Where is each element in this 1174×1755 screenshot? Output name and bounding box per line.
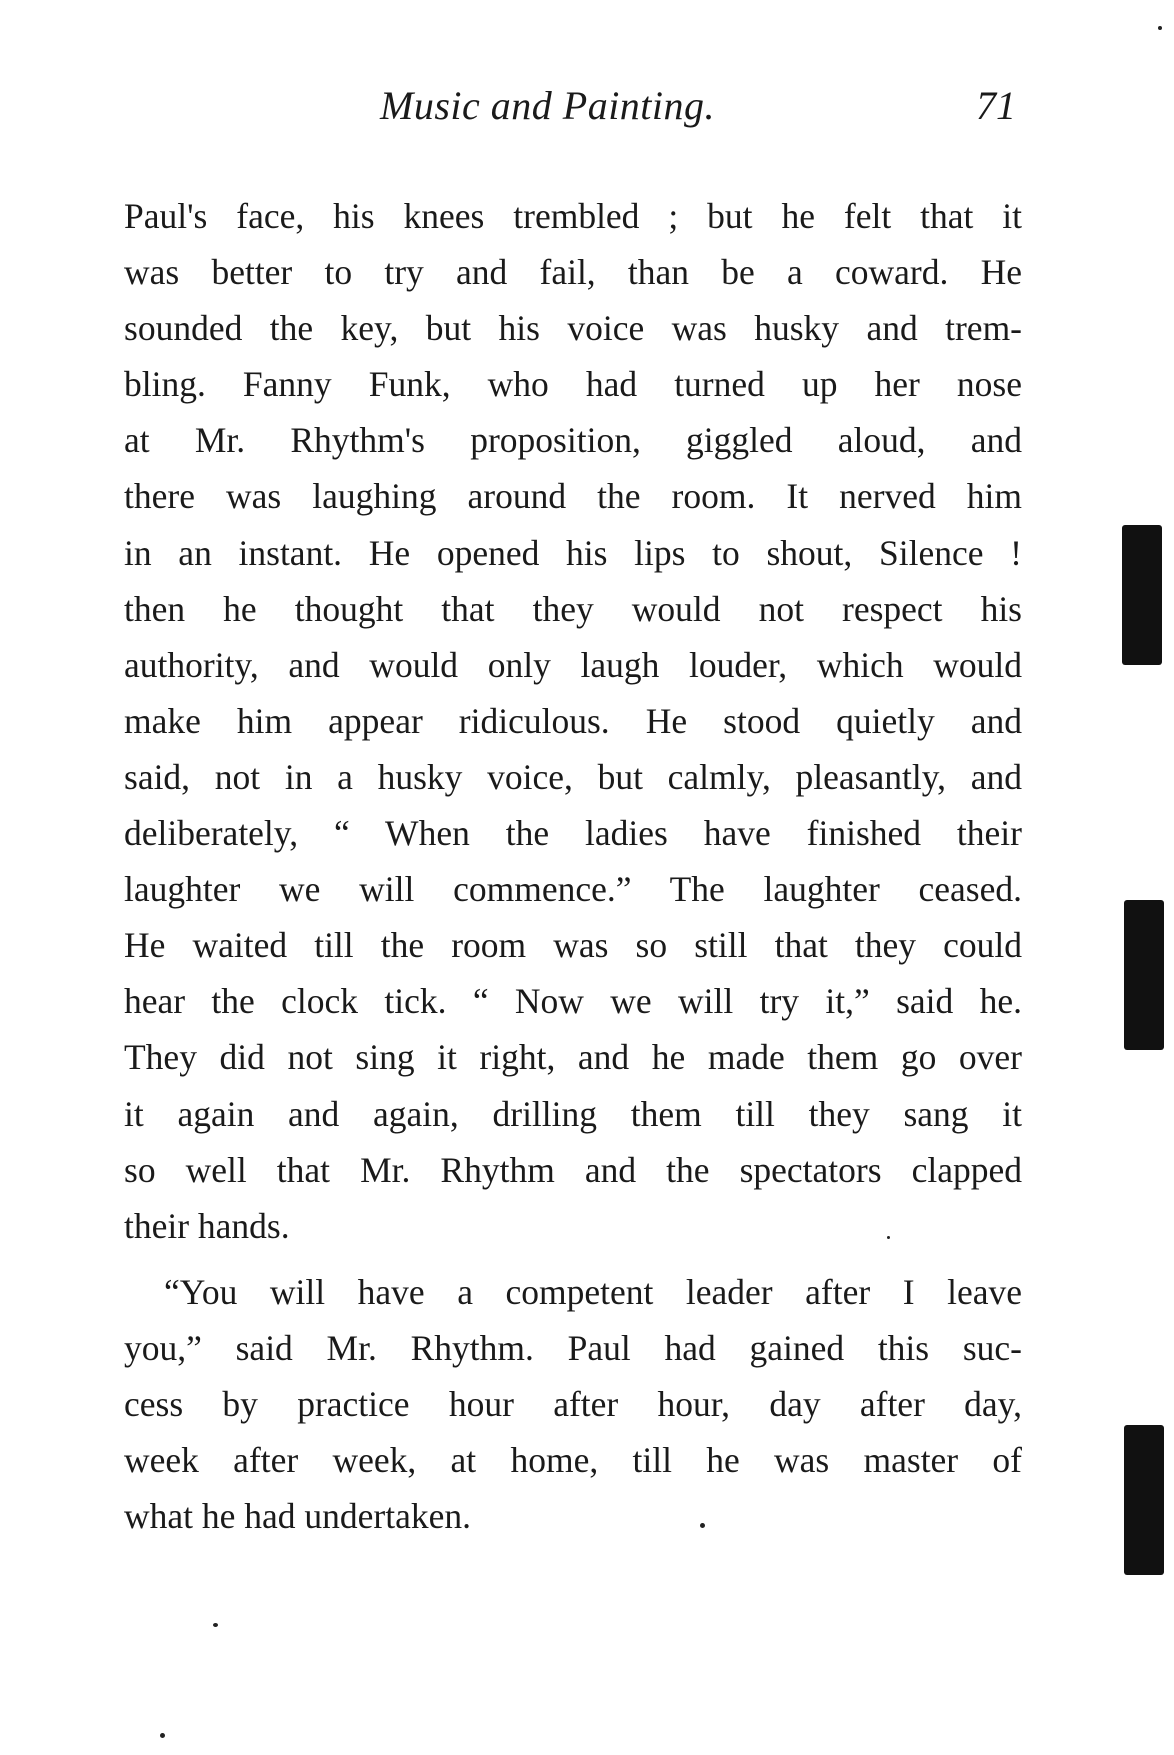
scan-speck [160,1733,165,1738]
text-line: said, not in a husky voice, but calmly, pleasantly, and [124,756,1022,797]
text-line: deliberately, “ When the ladies have finished their [124,813,1022,854]
scan-speck [1158,26,1162,30]
scan-edge-mark [1124,1425,1164,1575]
scan-speck [700,1523,705,1528]
text-line: their hands. [124,1205,290,1246]
running-title: Music and Painting. [380,83,716,128]
paragraph [124,1264,1022,1544]
text-line: sounded the key, but his voice was husky and trem- [124,308,1022,349]
running-head [0,82,1174,142]
text-line: laughter we will commence.” The laughter ceased. [124,869,1022,910]
text-line: week after week, at home, till he was master of [124,1440,1022,1481]
text-line: “You will have a competent leader after I leave [164,1271,1022,1312]
scan-edge-mark [1124,900,1164,1050]
paragraph [124,188,1022,1254]
scan-speck [213,1623,218,1627]
paragraph-gap [124,1254,1022,1264]
text-line: bling. Fanny Funk, who had turned up her nose [124,364,1022,405]
text-line: authority, and would only laugh louder, which would [124,644,1022,685]
scan-speck [887,1236,890,1239]
text-line: you,” said Mr. Rhythm. Paul had gained this suc- [124,1327,1022,1368]
text-line: so well that Mr. Rhythm and the spectators clapped [124,1149,1022,1190]
text-line: at Mr. Rhythm's proposition, giggled aloud, and [124,420,1022,461]
scan-edge-mark [1122,525,1162,665]
text-line: Paul's face, his knees trembled ; but he felt that it [124,196,1022,236]
text-line: then he thought that they would not respect his [124,588,1022,629]
page-number: 71 [976,83,1016,128]
text-line: it again and again, drilling them till they sang it [124,1093,1022,1134]
text-line: He waited till the room was so still that they could [124,925,1022,966]
text-line: hear the clock tick. “ Now we will try it,” said he. [124,981,1022,1022]
text-line: cess by practice hour after hour, day after day, [124,1383,1022,1424]
text-line: make him appear ridiculous. He stood quietly and [124,700,1022,741]
text-line: was better to try and fail, than be a coward. He [124,252,1022,293]
text-line: They did not sing it right, and he made them go over [124,1037,1022,1078]
text-line: what he had undertaken. [124,1496,471,1537]
text-line: there was laughing around the room. It nerved him [124,476,1022,517]
text-line: in an instant. He opened his lips to shout, Silence ! [124,532,1022,573]
body-text [124,188,1022,1544]
